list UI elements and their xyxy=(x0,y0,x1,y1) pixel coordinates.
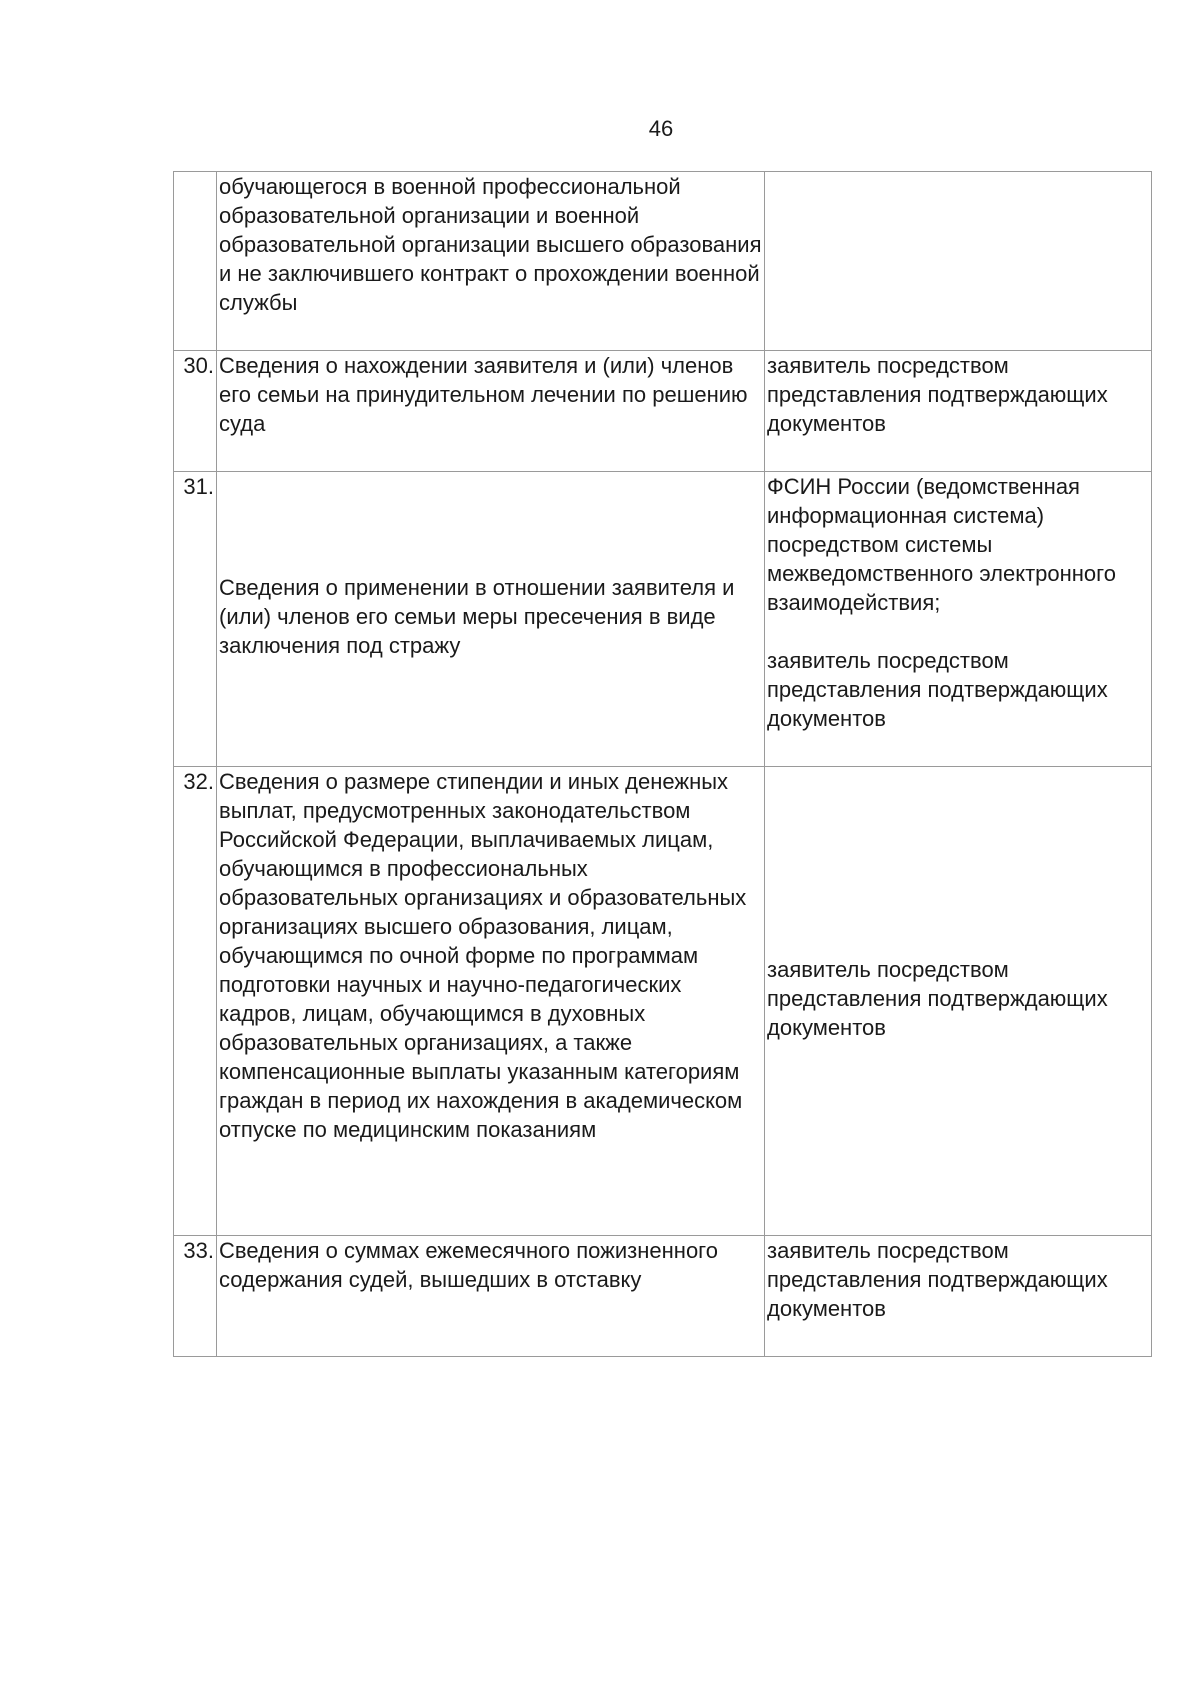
row-number: 30. xyxy=(174,351,217,472)
row-number: 31. xyxy=(174,472,217,767)
row-number: 33. xyxy=(174,1236,217,1357)
table-row xyxy=(174,172,1152,351)
row-description: Сведения о применении в отношении заявителя и (или) членов его семьи меры пресечения в виде заключения под стражу xyxy=(217,472,765,767)
table-row xyxy=(174,1236,1152,1357)
row-source: заявитель посредством представления подтверждающих документов xyxy=(765,767,1152,1236)
row-source-part1: ФСИН России (ведомственная информационная система) посредством системы межведомственного электронного взаимодействия; xyxy=(767,474,1116,615)
row-number xyxy=(174,172,217,351)
row-source: заявитель посредством представления подтверждающих документов xyxy=(765,351,1152,472)
row-source-part2: заявитель посредством представления подтверждающих документов xyxy=(767,648,1108,731)
row-source: заявитель посредством представления подтверждающих документов xyxy=(765,1236,1152,1357)
row-source xyxy=(765,472,1152,767)
page-number: 46 xyxy=(648,116,674,141)
row-description: Сведения о нахождении заявителя и (или) членов его семьи на принудительном лечении по решению суда xyxy=(217,351,765,472)
paragraph-gap xyxy=(767,617,1149,646)
row-number: 32. xyxy=(174,767,217,1236)
row-description: Сведения о суммах ежемесячного пожизненного содержания судей, вышедших в отставку xyxy=(217,1236,765,1357)
table-row xyxy=(174,472,1152,767)
document-table xyxy=(173,171,1152,1357)
row-source xyxy=(765,172,1152,351)
table-row xyxy=(174,767,1152,1236)
row-description: обучающегося в военной профессиональной образовательной организации и военной образовательной организации высшего образования и не заключившего контракт о прохождении военной службы xyxy=(217,172,765,351)
table-row xyxy=(174,351,1152,472)
row-description: Сведения о размере стипендии и иных денежных выплат, предусмотренных законодательством Российской Федерации, выплачиваемых лицам, обучающимся в профессиональных образовательных организациях и образовательных организациях высшего образования, лицам, обучающимся по очной форме по программам подготовки научных и научно-педагогических кадров, лицам, обучающимся в духовных образовательных организациях, а также компенсационные выплаты указанным категориям граждан в период их нахождения в академическом отпуске по медицинским показаниям xyxy=(217,767,765,1236)
